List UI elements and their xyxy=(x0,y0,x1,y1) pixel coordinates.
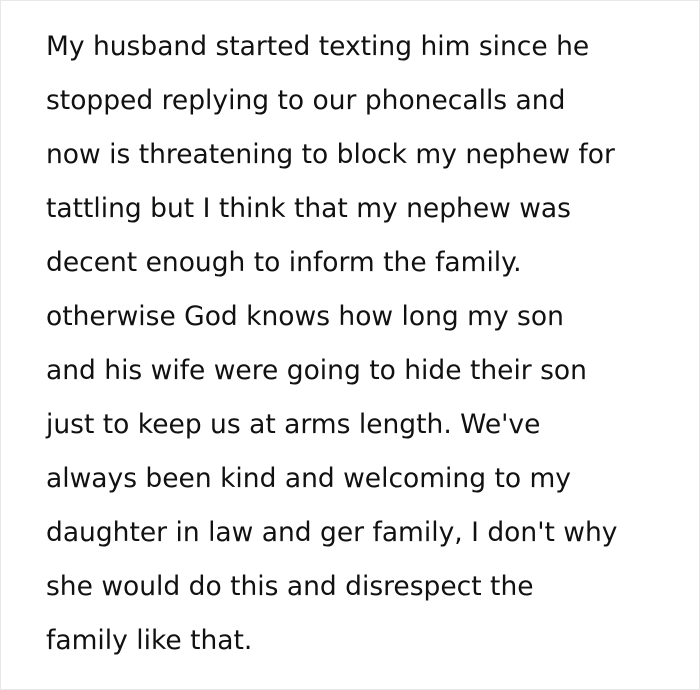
text-line: she would do this and disrespect the xyxy=(46,571,534,602)
text-line: and his wife were going to hide their son xyxy=(46,355,587,386)
text-line: always been kind and welcoming to my xyxy=(46,463,571,494)
text-line: daughter in law and ger family, I don't why xyxy=(46,517,618,548)
post-text xyxy=(46,20,696,668)
text-line: otherwise God knows how long my son xyxy=(46,301,564,332)
text-line: My husband started texting him since he xyxy=(46,31,590,62)
text-line: decent enough to inform the family. xyxy=(46,247,522,278)
text-line: tattling but I think that my nephew was xyxy=(46,193,571,224)
text-line: family like that. xyxy=(46,625,253,656)
text-line: now is threatening to block my nephew for xyxy=(46,139,615,170)
text-line: stopped replying to our phonecalls and xyxy=(46,85,566,116)
text-line: just to keep us at arms length. We've xyxy=(46,409,541,440)
